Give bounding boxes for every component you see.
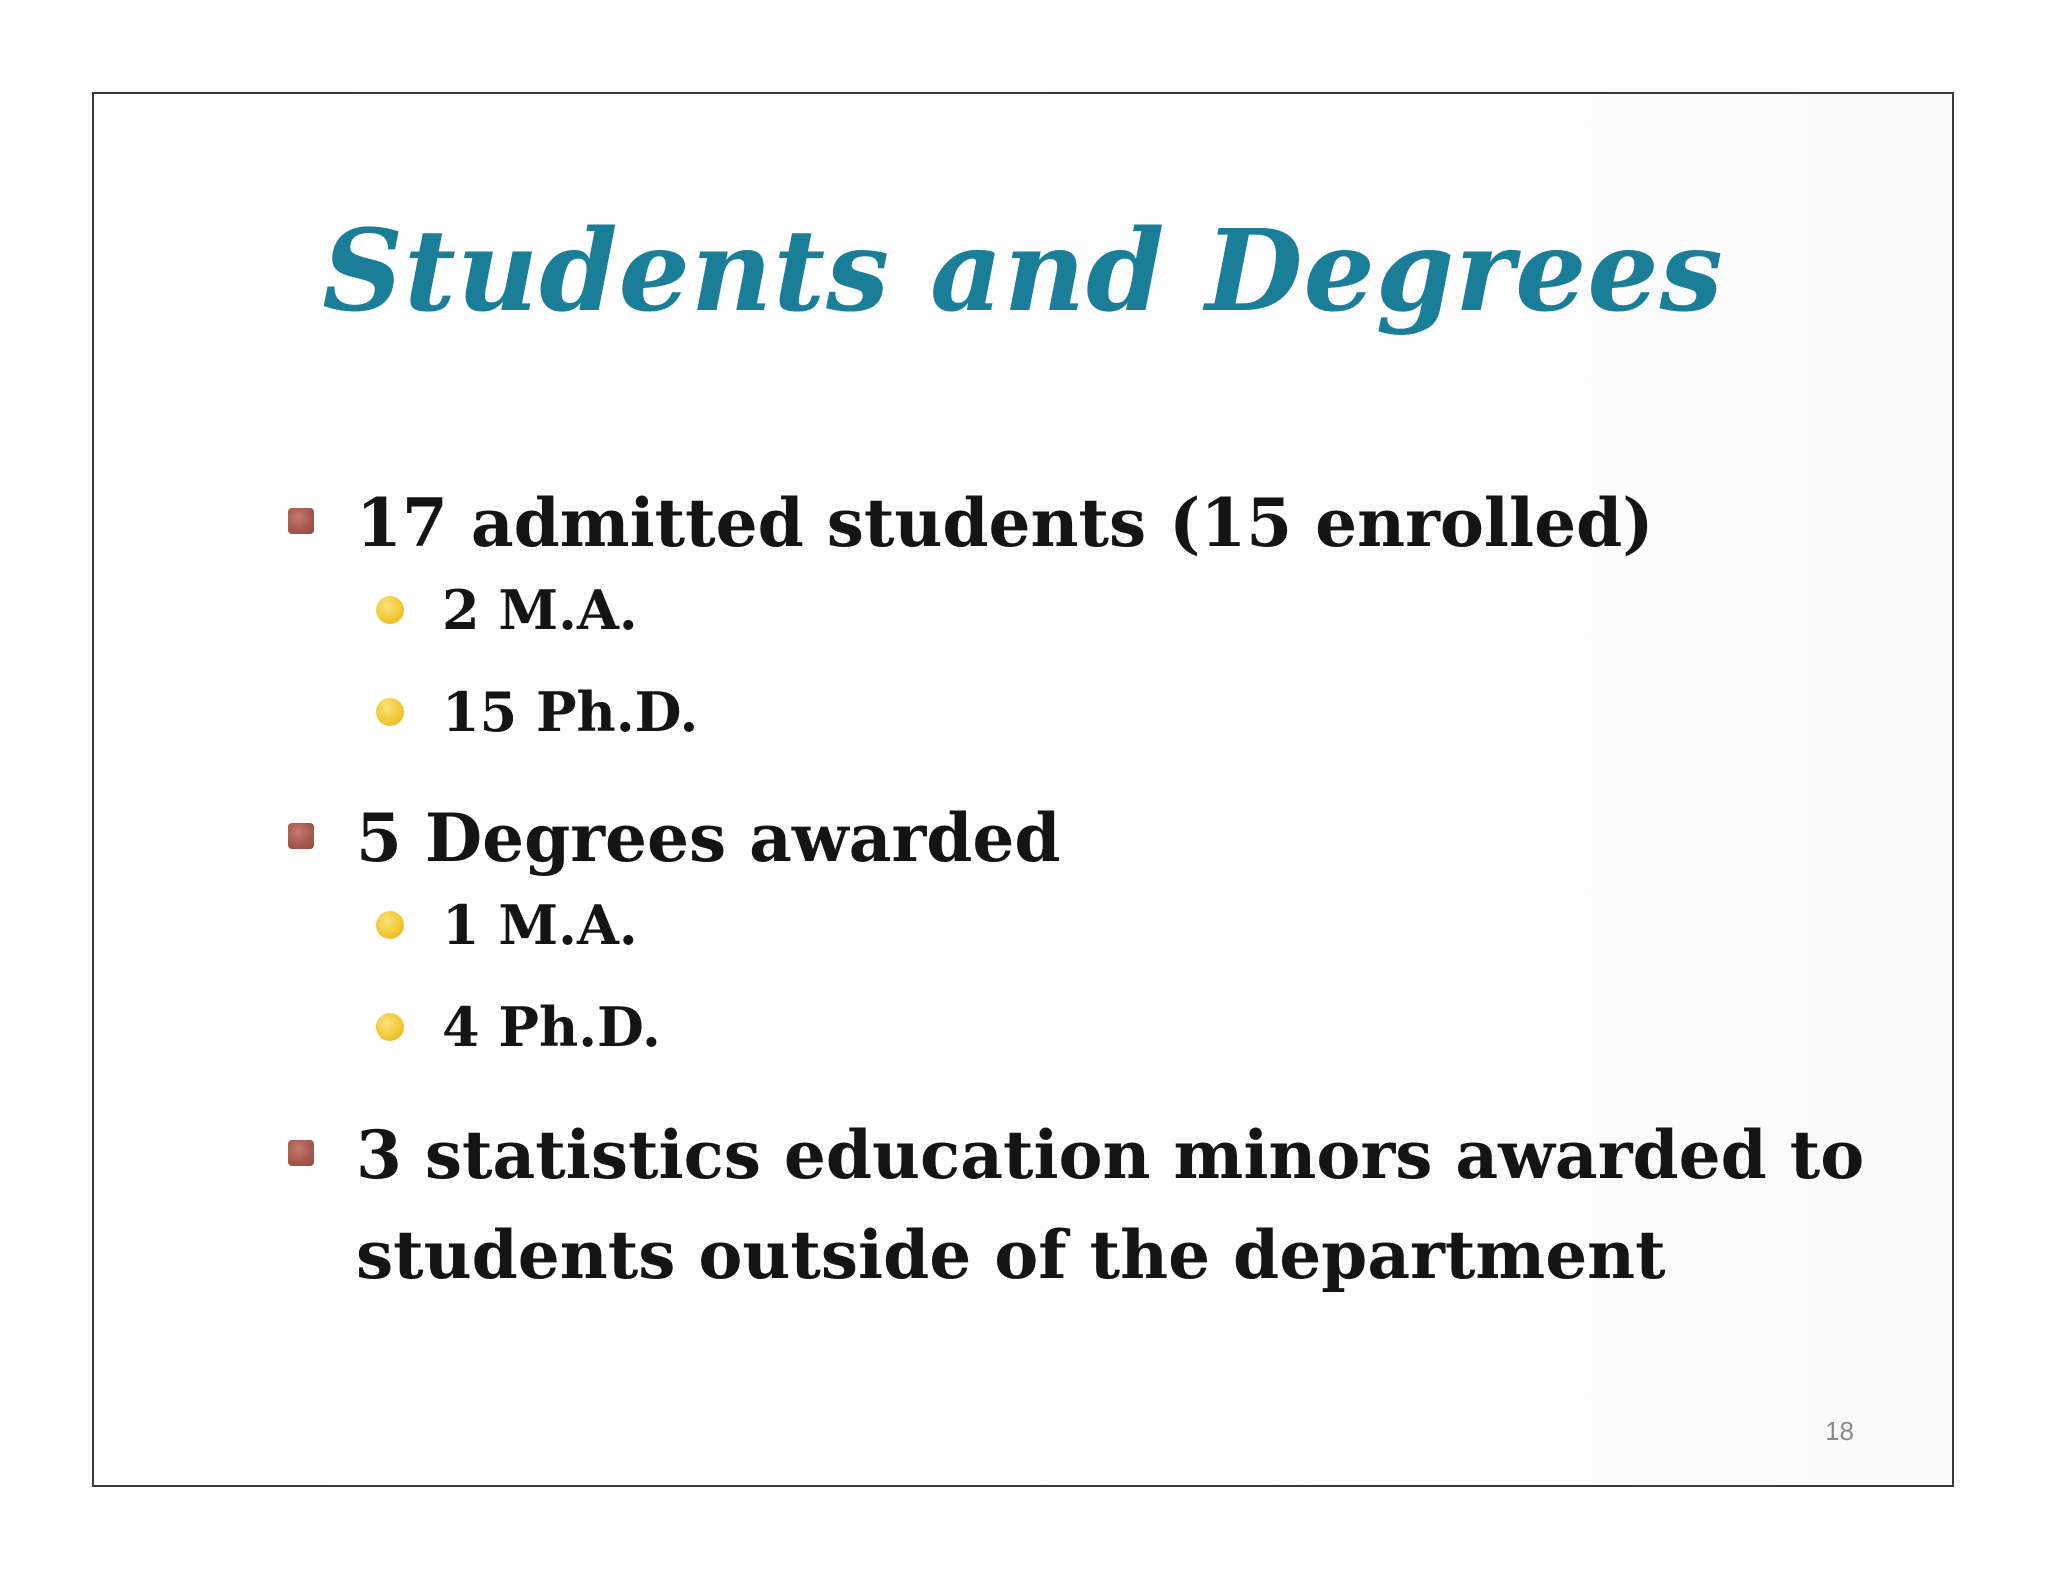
dot-bullet-icon [376, 1013, 404, 1041]
slide-title: Students and Degrees [322, 206, 1724, 337]
dot-bullet-icon [376, 911, 404, 939]
square-bullet-icon [288, 1140, 314, 1166]
sub-bullet-text: 2 M.A. [442, 578, 638, 642]
bullet-text-line-1: 3 statistics education minors awarded to [356, 1116, 1865, 1194]
sub-bullet-text: 1 M.A. [442, 893, 638, 957]
dot-bullet-icon [376, 698, 404, 726]
bullet-list [94, 94, 1952, 1485]
sub-bullet-text: 15 Ph.D. [442, 680, 699, 744]
bullet-text: 5 Degrees awarded [356, 799, 1061, 877]
page-number: 18 [1825, 1416, 1854, 1446]
bullet-text-line-2: students outside of the department [356, 1216, 1666, 1294]
square-bullet-icon [288, 823, 314, 849]
bullet-text: 17 admitted students (15 enrolled) [356, 484, 1654, 562]
slide [92, 92, 1954, 1487]
square-bullet-icon [288, 508, 314, 534]
sub-bullet-text: 4 Ph.D. [442, 995, 661, 1059]
dot-bullet-icon [376, 596, 404, 624]
